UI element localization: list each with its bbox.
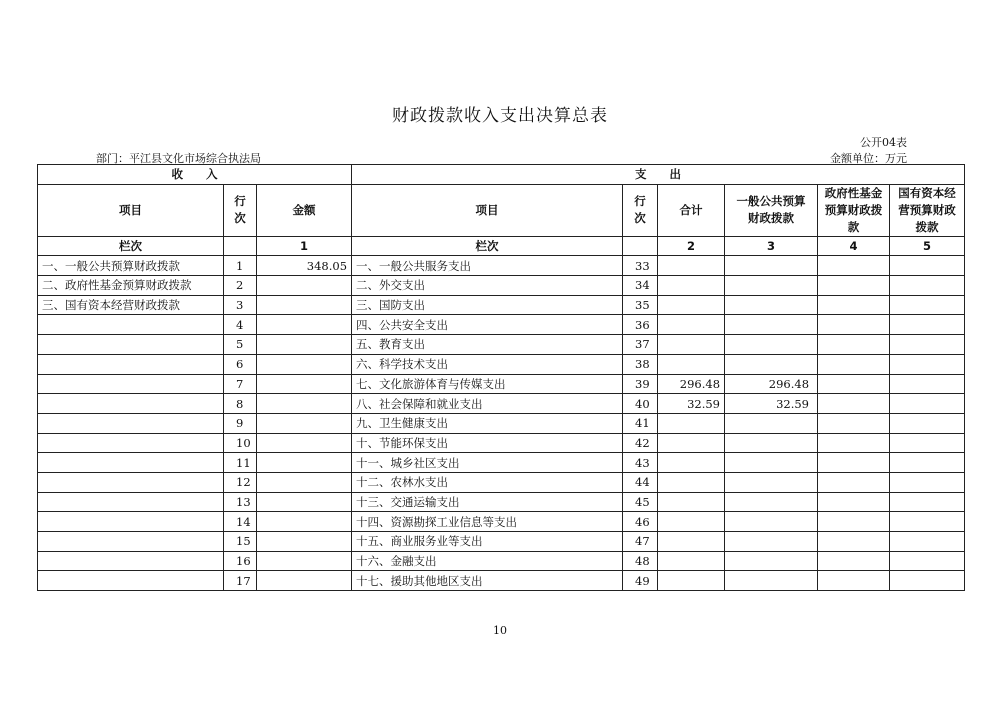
total-amount-cell (658, 276, 725, 296)
fund-budget-cell (818, 315, 890, 335)
income-item-cell (38, 571, 224, 591)
expense-item-cell: 十六、金融支出 (352, 551, 623, 571)
income-amount-cell (257, 315, 352, 335)
form-number: 公开04表 (860, 136, 907, 149)
capital-budget-cell (890, 276, 965, 296)
total-amount-cell (658, 315, 725, 335)
income-item-cell (38, 354, 224, 374)
income-item-cell (38, 512, 224, 532)
fund-budget-cell (818, 374, 890, 394)
total-amount-cell (658, 256, 725, 276)
table-row (38, 532, 965, 552)
capital-budget-cell (890, 532, 965, 552)
total-amount-cell (658, 512, 725, 532)
col-total: 合计 (658, 184, 725, 236)
fund-budget-cell (818, 472, 890, 492)
fund-budget-cell (818, 551, 890, 571)
income-item-cell (38, 551, 224, 571)
capital-budget-cell (890, 374, 965, 394)
income-row-number-cell: 12 (224, 472, 257, 492)
capital-budget-cell (890, 256, 965, 276)
capital-budget-cell (890, 433, 965, 453)
col-expense-row: 行次 (623, 184, 658, 236)
income-item-cell: 三、国有资本经营财政拨款 (38, 295, 224, 315)
total-amount-cell: 296.48 (658, 374, 725, 394)
table-row (38, 315, 965, 335)
income-item-cell (38, 532, 224, 552)
column-number-2: 2 (658, 236, 725, 256)
expense-row-number-cell: 48 (623, 551, 658, 571)
income-item-cell: 一、一般公共预算财政拨款 (38, 256, 224, 276)
total-amount-cell (658, 551, 725, 571)
general-budget-cell (725, 472, 818, 492)
table-row (38, 295, 965, 315)
capital-budget-cell (890, 512, 965, 532)
page-number: 10 (493, 624, 507, 637)
income-amount-cell (257, 433, 352, 453)
capital-budget-cell (890, 315, 965, 335)
fund-budget-cell (818, 295, 890, 315)
expense-item-cell: 二、外交支出 (352, 276, 623, 296)
table-row (38, 374, 965, 394)
capital-budget-cell (890, 354, 965, 374)
expense-row-number-cell: 34 (623, 276, 658, 296)
column-number-3: 3 (725, 236, 818, 256)
income-amount-cell: 348.05 (257, 256, 352, 276)
income-amount-cell (257, 551, 352, 571)
amount-unit-label: 金额单位：万元 (830, 152, 907, 165)
expense-row-number-cell: 47 (623, 532, 658, 552)
expense-item-cell: 十、节能环保支出 (352, 433, 623, 453)
capital-budget-cell (890, 472, 965, 492)
capital-budget-cell (890, 571, 965, 591)
table-row (38, 335, 965, 355)
row-label-income: 栏次 (38, 236, 224, 256)
income-amount-cell (257, 335, 352, 355)
fund-budget-cell (818, 256, 890, 276)
income-amount-cell (257, 374, 352, 394)
expense-header: 支 出 (352, 165, 965, 185)
column-number-row (38, 236, 965, 256)
table-row (38, 512, 965, 532)
table-row (38, 354, 965, 374)
expense-row-number-cell: 41 (623, 413, 658, 433)
col-capital-budget: 国有资本经营预算财政拨款 (890, 184, 965, 236)
income-header: 收 入 (38, 165, 352, 185)
table-row (38, 413, 965, 433)
income-row-number-cell: 3 (224, 295, 257, 315)
expense-row-number-cell: 42 (623, 433, 658, 453)
column-number-1: 1 (257, 236, 352, 256)
income-amount-cell (257, 276, 352, 296)
income-amount-cell (257, 512, 352, 532)
table-row (38, 492, 965, 512)
expense-row-number-cell: 36 (623, 315, 658, 335)
general-budget-cell (725, 433, 818, 453)
expense-item-cell: 十四、资源勘探工业信息等支出 (352, 512, 623, 532)
income-amount-cell (257, 492, 352, 512)
table-row (38, 276, 965, 296)
capital-budget-cell (890, 295, 965, 315)
capital-budget-cell (890, 453, 965, 473)
income-item-cell (38, 394, 224, 414)
income-item-cell (38, 413, 224, 433)
general-budget-cell (725, 551, 818, 571)
expense-item-cell: 五、教育支出 (352, 335, 623, 355)
col-fund-budget: 政府性基金预算财政拨款 (818, 184, 890, 236)
row-label-expense: 栏次 (352, 236, 623, 256)
general-budget-cell (725, 315, 818, 335)
expense-item-cell: 一、一般公共服务支出 (352, 256, 623, 276)
expense-row-number-cell: 39 (623, 374, 658, 394)
table-row (38, 472, 965, 492)
fund-budget-cell (818, 571, 890, 591)
expense-item-cell: 九、卫生健康支出 (352, 413, 623, 433)
total-amount-cell (658, 354, 725, 374)
income-row-number-cell: 8 (224, 394, 257, 414)
total-amount-cell (658, 433, 725, 453)
income-item-cell: 二、政府性基金预算财政拨款 (38, 276, 224, 296)
income-row-number-cell: 14 (224, 512, 257, 532)
expense-row-number-cell: 35 (623, 295, 658, 315)
department-label: 部门：平江县文化市场综合执法局 (96, 152, 261, 165)
total-amount-cell (658, 453, 725, 473)
expense-item-cell: 六、科学技术支出 (352, 354, 623, 374)
fund-budget-cell (818, 413, 890, 433)
total-amount-cell (658, 335, 725, 355)
col-income-row: 行次 (224, 184, 257, 236)
fund-budget-cell (818, 512, 890, 532)
income-row-number-cell: 15 (224, 532, 257, 552)
income-row-number-cell: 4 (224, 315, 257, 335)
total-amount-cell: 32.59 (658, 394, 725, 414)
total-amount-cell (658, 295, 725, 315)
income-row-number-cell: 9 (224, 413, 257, 433)
capital-budget-cell (890, 394, 965, 414)
expense-item-cell: 七、文化旅游体育与传媒支出 (352, 374, 623, 394)
income-item-cell (38, 315, 224, 335)
income-row-number-cell: 11 (224, 453, 257, 473)
fund-budget-cell (818, 394, 890, 414)
col-general-budget: 一般公共预算财政拨款 (725, 184, 818, 236)
total-amount-cell (658, 492, 725, 512)
table-row (38, 394, 965, 414)
report-title: 财政拨款收入支出决算总表 (392, 106, 608, 126)
income-amount-cell (257, 295, 352, 315)
capital-budget-cell (890, 551, 965, 571)
general-budget-cell (725, 512, 818, 532)
expense-item-cell: 八、社会保障和就业支出 (352, 394, 623, 414)
expense-row-number-cell: 44 (623, 472, 658, 492)
general-budget-cell (725, 276, 818, 296)
income-amount-cell (257, 472, 352, 492)
income-item-cell (38, 453, 224, 473)
general-budget-cell (725, 492, 818, 512)
col-income-item: 项目 (38, 184, 224, 236)
header-column-row (38, 184, 965, 236)
income-row-number-cell: 10 (224, 433, 257, 453)
general-budget-cell: 32.59 (725, 394, 818, 414)
income-amount-cell (257, 532, 352, 552)
income-row-number-cell: 16 (224, 551, 257, 571)
fund-budget-cell (818, 354, 890, 374)
header-section-row (38, 165, 965, 185)
expense-item-cell: 十一、城乡社区支出 (352, 453, 623, 473)
general-budget-cell (725, 571, 818, 591)
capital-budget-cell (890, 335, 965, 355)
general-budget-cell (725, 453, 818, 473)
fund-budget-cell (818, 335, 890, 355)
income-amount-cell (257, 413, 352, 433)
general-budget-cell (725, 413, 818, 433)
capital-budget-cell (890, 492, 965, 512)
total-amount-cell (658, 472, 725, 492)
table-row (38, 256, 965, 276)
fund-budget-cell (818, 276, 890, 296)
expense-item-cell: 四、公共安全支出 (352, 315, 623, 335)
income-row-number-cell: 1 (224, 256, 257, 276)
col-expense-item: 项目 (352, 184, 623, 236)
expense-row-number-cell: 45 (623, 492, 658, 512)
fund-budget-cell (818, 492, 890, 512)
income-row-number-cell: 7 (224, 374, 257, 394)
general-budget-cell (725, 354, 818, 374)
income-item-cell (38, 433, 224, 453)
column-number-5: 5 (890, 236, 965, 256)
income-row-number-cell: 17 (224, 571, 257, 591)
income-row-number-cell: 5 (224, 335, 257, 355)
general-budget-cell (725, 256, 818, 276)
expense-row-number-cell: 37 (623, 335, 658, 355)
expense-item-cell: 十二、农林水支出 (352, 472, 623, 492)
column-number-4: 4 (818, 236, 890, 256)
col-income-amount: 金额 (257, 184, 352, 236)
income-amount-cell (257, 354, 352, 374)
income-item-cell (38, 472, 224, 492)
table-row (38, 571, 965, 591)
table-row (38, 433, 965, 453)
income-item-cell (38, 492, 224, 512)
total-amount-cell (658, 532, 725, 552)
expense-item-cell: 十五、商业服务业等支出 (352, 532, 623, 552)
income-row-number-cell: 6 (224, 354, 257, 374)
expense-item-cell: 三、国防支出 (352, 295, 623, 315)
income-item-cell (38, 335, 224, 355)
table-row (38, 453, 965, 473)
general-budget-cell (725, 335, 818, 355)
general-budget-cell (725, 295, 818, 315)
expense-row-number-cell: 49 (623, 571, 658, 591)
expense-row-number-cell: 43 (623, 453, 658, 473)
expense-row-number-cell: 33 (623, 256, 658, 276)
expense-row-number-cell: 46 (623, 512, 658, 532)
total-amount-cell (658, 413, 725, 433)
fund-budget-cell (818, 453, 890, 473)
income-item-cell (38, 374, 224, 394)
fiscal-appropriation-table (37, 164, 965, 591)
table-row (38, 551, 965, 571)
income-row-number-cell: 13 (224, 492, 257, 512)
expense-item-cell: 十三、交通运输支出 (352, 492, 623, 512)
general-budget-cell (725, 532, 818, 552)
capital-budget-cell (890, 413, 965, 433)
total-amount-cell (658, 571, 725, 591)
fund-budget-cell (818, 532, 890, 552)
income-amount-cell (257, 394, 352, 414)
income-amount-cell (257, 453, 352, 473)
expense-row-number-cell: 38 (623, 354, 658, 374)
expense-row-number-cell: 40 (623, 394, 658, 414)
general-budget-cell: 296.48 (725, 374, 818, 394)
income-amount-cell (257, 571, 352, 591)
income-row-number-cell: 2 (224, 276, 257, 296)
fund-budget-cell (818, 433, 890, 453)
expense-item-cell: 十七、援助其他地区支出 (352, 571, 623, 591)
